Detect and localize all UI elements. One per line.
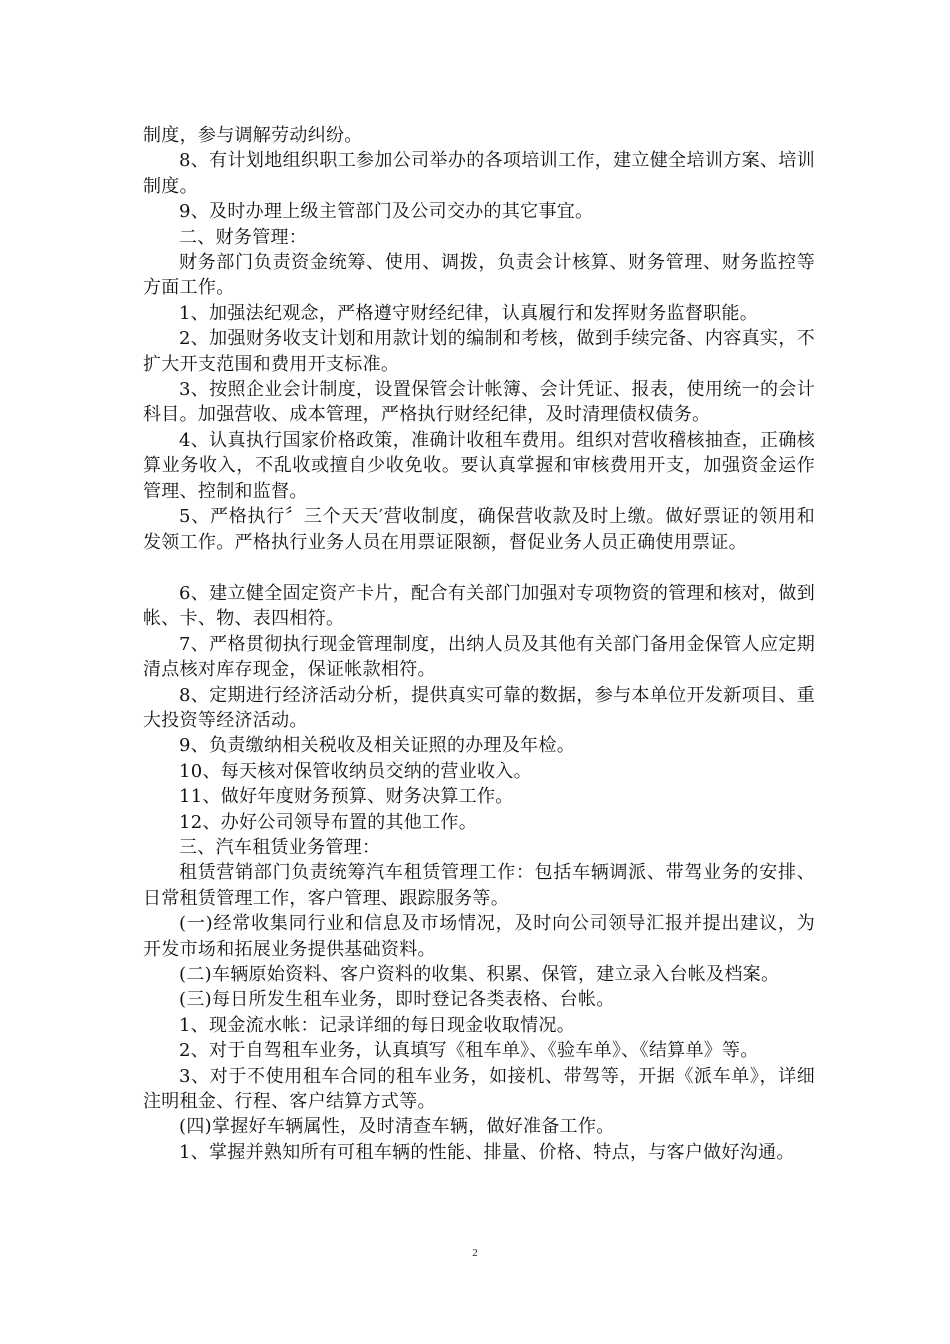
list-item: (三)每日所发生租车业务，即时登记各类表格、台帐。 — [179, 989, 615, 1011]
list-item: (一)经常收集同行业和信息及市场情况，及时向公司领导汇报并提出建议，为开发市场和拓展业务提供基础资料。 — [143, 913, 815, 960]
list-item: 7、严格贯彻执行现金管理制度，出纳人员及其他有关部门备用金保管人应定期清点核对库存现金，保证帐款相符。 — [143, 633, 815, 681]
list-item: 5、严格执行〞三个天天′营收制度，确保营收款及时上缴。做好票证的领用和发领工作。严格执行业务人员在用票证限额，督促业务人员正确使用票证。 — [143, 506, 815, 553]
list-item: 2、加强财务收支计划和用款计划的编制和考核，做到手续完备、内容真实，不扩大开支范围和费用开支标准。 — [143, 328, 815, 375]
list-item: 4、认真执行国家价格政策，准确计收租车费用。组织对营收稽核抽查，正确核算业务收入，不乱收或擅自少收免收。要认真掌握和审核费用开支，加强资金运作管理、控制和监督。 — [143, 429, 815, 502]
document-body — [143, 123, 815, 1165]
paragraph: 制度，参与调解劳动纠纷。 — [143, 125, 363, 146]
list-item: 6、建立健全固定资产卡片，配合有关部门加强对专项物资的管理和核对，做到帐、卡、物、表四相符。 — [143, 582, 815, 630]
paragraph: 租赁营销部门负责统筹汽车租赁管理工作：包括车辆调派、带驾业务的安排、日常租赁管理工作，客户管理、跟踪服务等。 — [143, 862, 815, 909]
list-item: 10、每天核对保管收纳员交纳的营业收入。 — [179, 760, 532, 782]
list-item-9-other-affairs: 9、及时办理上级主管部门及公司交办的其它事宜。 — [179, 201, 594, 223]
list-item: 11、做好年度财务预算、财务决算工作。 — [179, 786, 514, 808]
list-item: (四)掌握好车辆属性，及时清查车辆，做好准备工作。 — [179, 1116, 615, 1138]
list-item: 1、加强法纪观念，严格遵守财经纪律，认真履行和发挥财务监督职能。 — [179, 302, 759, 324]
paragraph: 财务部门负责资金统筹、使用、调拨，负责会计核算、财务管理、财务监控等方面工作。 — [143, 252, 815, 299]
list-item: (二)车辆原始资料、客户资料的收集、积累、保管，建立录入台帐及档案。 — [179, 964, 780, 985]
blank-line — [143, 555, 815, 581]
list-item-8-training: 8、有计划地组织职工参加公司举办的各项培训工作，建立健全培训方案、培训制度。 — [143, 150, 815, 197]
section-heading-leasing: 三、汽车租赁业务管理： — [179, 836, 381, 858]
list-item: 1、掌握并熟知所有可租车辆的性能、排量、价格、特点，与客户做好沟通。 — [179, 1141, 795, 1163]
list-item: 2、对于自驾租车业务，认真填写《租车单》、《验车单》、《结算单》等。 — [179, 1040, 759, 1062]
list-item: 3、按照企业会计制度，设置保管会计帐簿、会计凭证、报表，使用统一的会计科目。加强营收、成本管理，严格执行财经纪律，及时清理债权债务。 — [143, 379, 815, 426]
list-item: 8、定期进行经济活动分析，提供真实可靠的数据，参与本单位开发新项目、重大投资等经济活动。 — [143, 684, 815, 731]
list-item: 1、现金流水帐：记录详细的每日现金收取情况。 — [179, 1014, 576, 1036]
list-item: 3、对于不使用租车合同的租车业务，如接机、带驾等，开据《派车单》，详细注明租金、行程、客户结算方式等。 — [143, 1065, 815, 1113]
page-number: 2 — [472, 1247, 478, 1259]
list-item: 9、负责缴纳相关税收及相关证照的办理及年检。 — [179, 735, 576, 757]
section-heading-finance: 二、财务管理： — [179, 226, 308, 248]
list-item: 12、办好公司领导布置的其他工作。 — [179, 811, 478, 833]
